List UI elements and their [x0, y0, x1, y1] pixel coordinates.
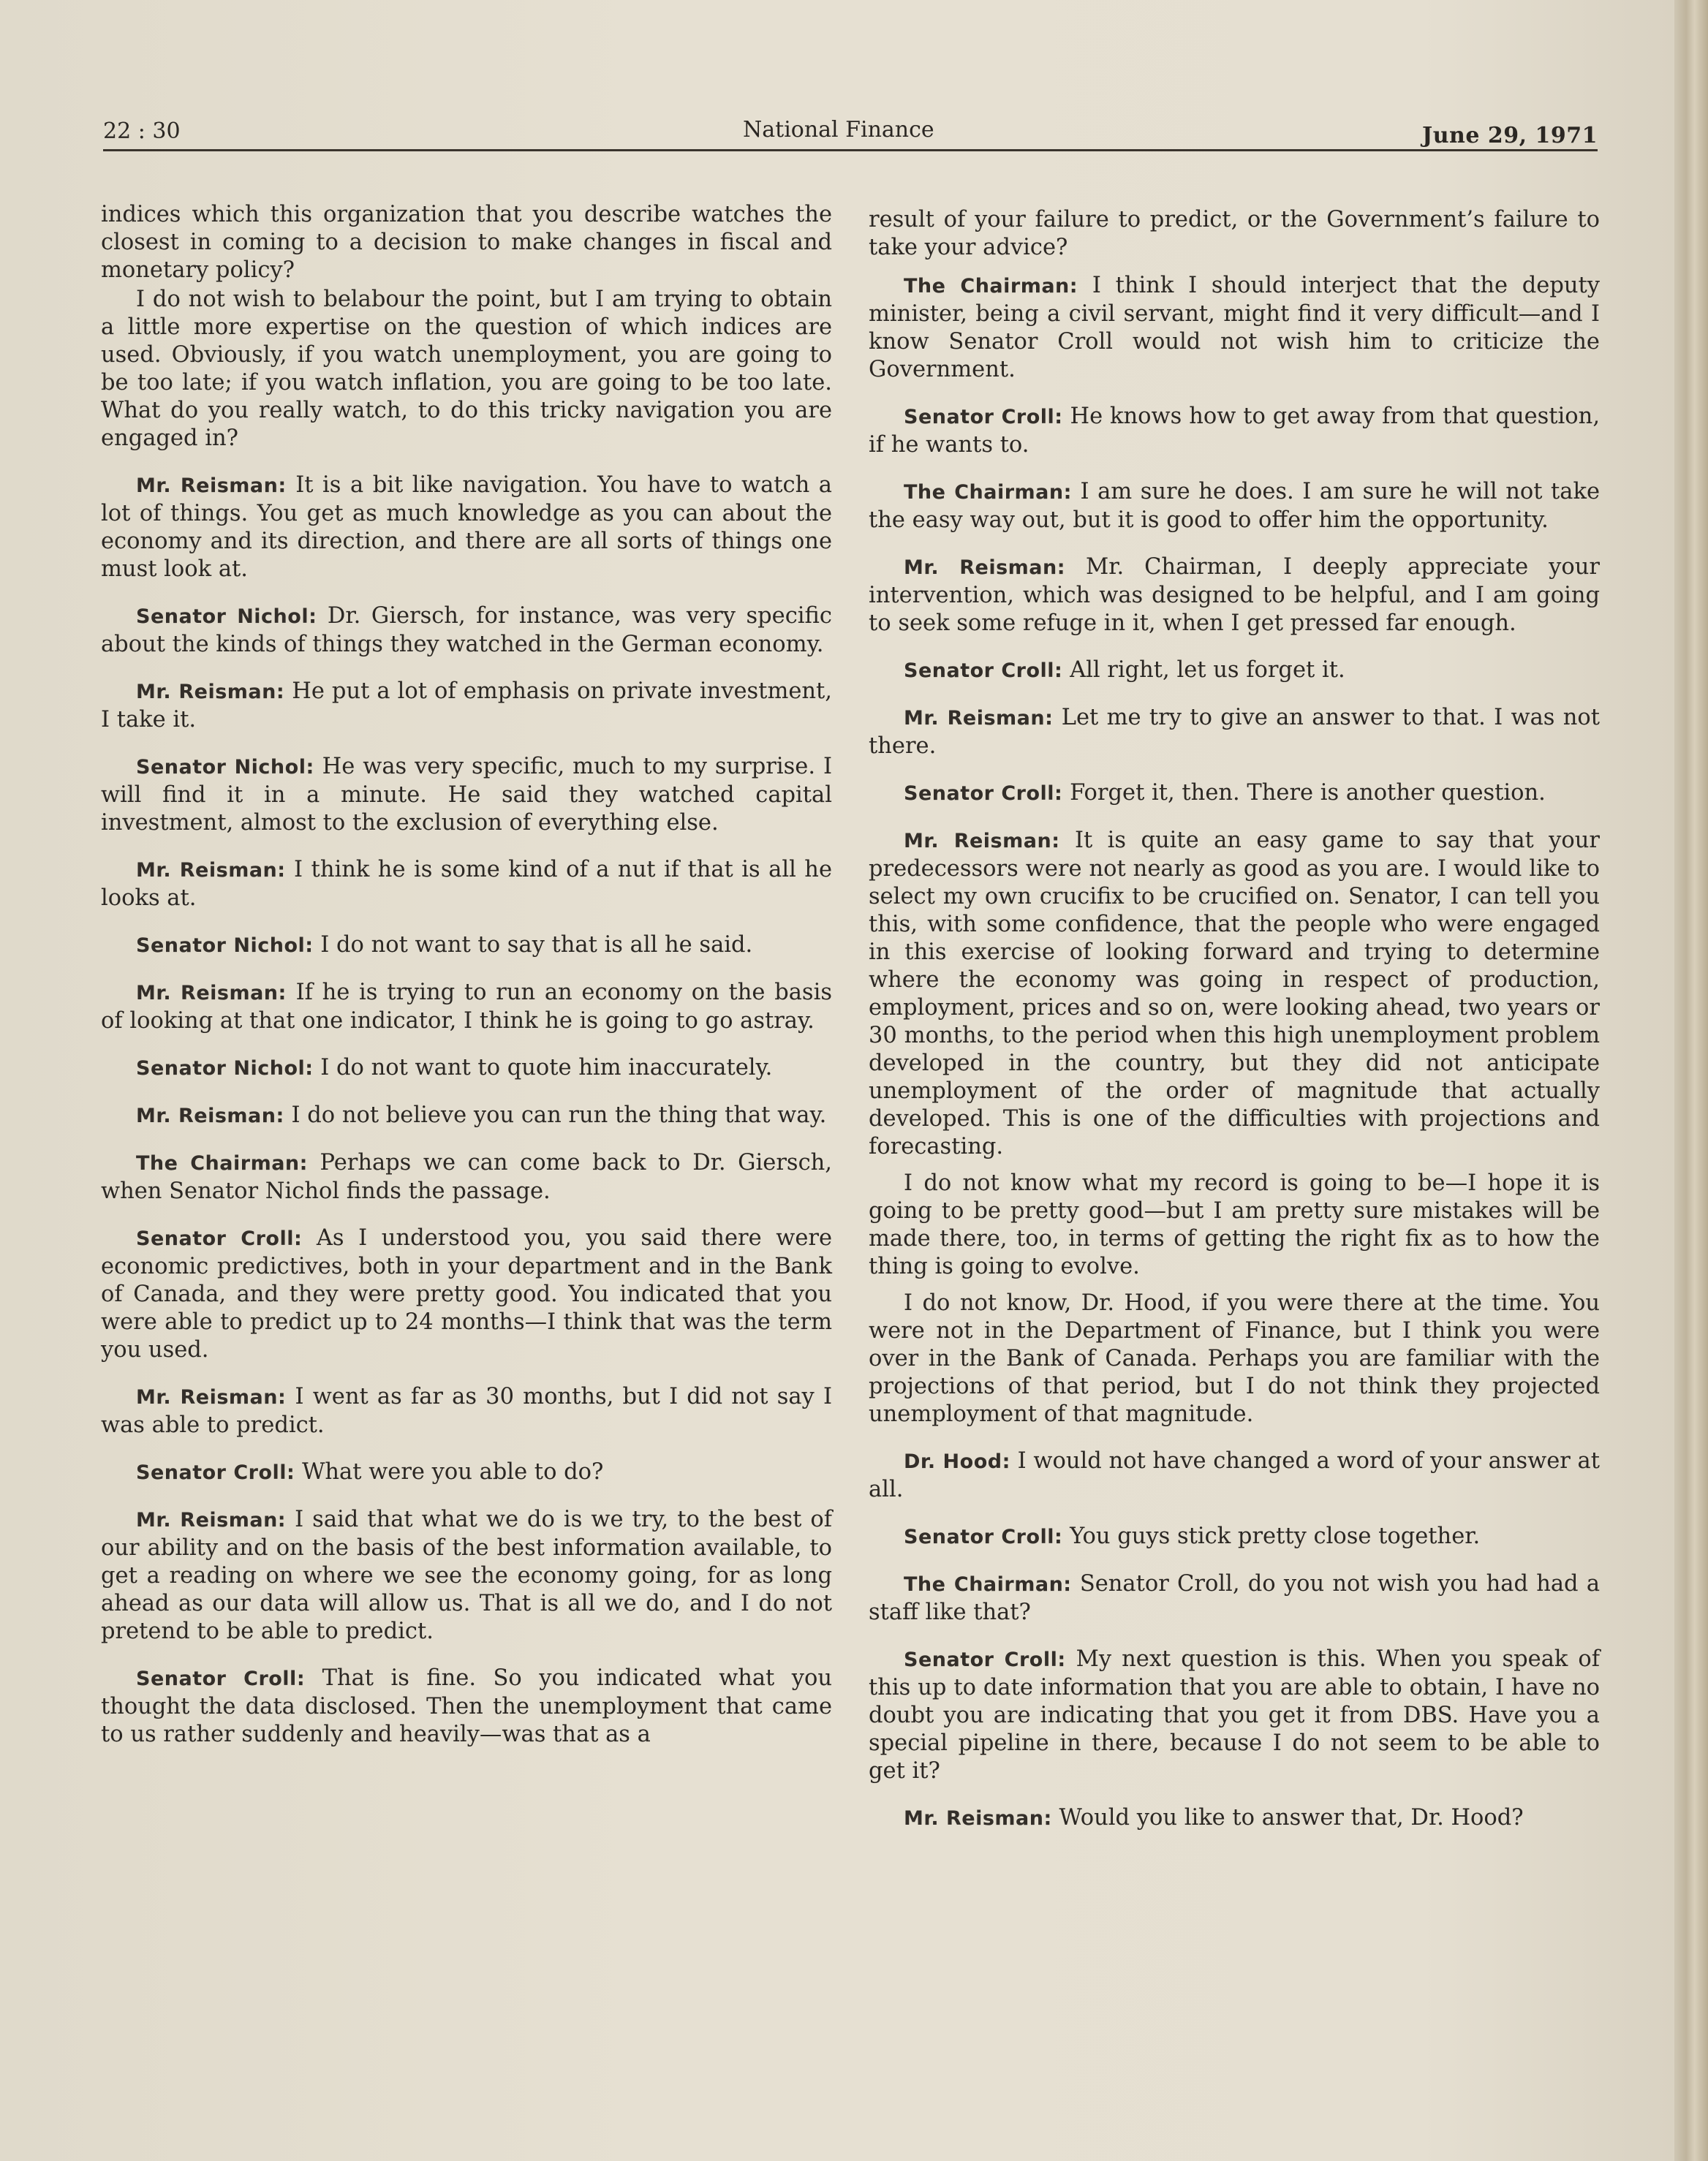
speech-text: That is fine. So you indicated what you thought the data disclosed. Then the unemployment that came to us rather suddenly and heavily—was that as a: [101, 1665, 833, 1747]
speech-paragraph: [869, 827, 1600, 1161]
speaker-name: Senator Nichol:: [136, 934, 314, 957]
paragraph-text: result of your failure to predict, or the Government’s failure to take your advice?: [869, 207, 1600, 260]
speech-text: It is quite an easy game to say that your predecessors were not nearly as good as you are. I would like to select my own crucifix to be crucified on. Senator, I can tell you this, with some confidence, that the people who were engaged in this exercise of looking forward and trying to determine where the economy was going in respect of production, employment, prices and so on, were looking ahead, two years or 30 months, to the period when this high unemployment problem developed in the country, but they did not anticipate unemployment of the order of magnitude that actually developed. This is one of the difficulties with projections and forecasting.: [869, 828, 1601, 1159]
speaker-name: Senator Croll:: [136, 1668, 306, 1690]
speaker-name: Mr. Reisman:: [904, 707, 1054, 730]
speaker-name: Mr. Reisman:: [904, 556, 1066, 579]
speaker-name: Senator Croll:: [904, 782, 1063, 805]
speech-text: Dr. Giersch, for instance, was very specific about the kinds of things they watched in the German economy.: [101, 603, 832, 657]
speaker-name: Mr. Reisman:: [136, 474, 287, 497]
paragraph-text: I do not know, Dr. Hood, if you were there at the time. You were not in the Department of Finance, but I think you were over in the Bank of Canada. Perhaps you are familiar with the projections of that period, but I do not think they projected unemployment of that magnitude.: [869, 1290, 1600, 1427]
speech-text: He put a lot of emphasis on private investment, I take it.: [101, 678, 833, 733]
speech-text: All right, let us forget it.: [1070, 657, 1345, 683]
speaker-name: Mr. Reisman:: [136, 859, 286, 882]
speech-paragraph: [869, 403, 1600, 459]
left-column: [101, 201, 832, 1768]
speech-paragraph: [101, 1506, 832, 1646]
paragraph-text: indices which this organization that you describe watches the closest in coming to a decision to make changes in fiscal and monetary policy?: [101, 202, 832, 283]
page-header: [103, 118, 1598, 148]
speech-paragraph: [101, 1054, 832, 1083]
speaker-name: Mr. Reisman:: [136, 1509, 287, 1532]
speech-text: I think he is some kind of a nut if that is all he looks at.: [101, 857, 832, 911]
speaker-name: Senator Croll:: [904, 1526, 1063, 1548]
speech-text: He knows how to get away from that question, if he wants to.: [869, 404, 1601, 458]
speech-paragraph: [101, 753, 832, 837]
paragraph: [869, 1290, 1600, 1428]
speaker-name: Mr. Reisman:: [136, 681, 285, 703]
speech-paragraph: [869, 553, 1600, 637]
speech-text: I would not have changed a word of your answer at all.: [869, 1448, 1601, 1502]
speech-paragraph: [869, 656, 1600, 685]
speech-text: Senator Croll, do you not wish you had had a staff like that?: [869, 1571, 1600, 1625]
speech-text: I said that what we do is we try, to the best of our ability and on the basis of the best information available, to get a reading on where we see the economy going, for as long ahead as our data will allow us. That is all we do, and I do not pretend to be able to predict.: [101, 1507, 832, 1644]
speaker-name: The Chairman:: [904, 275, 1078, 298]
speech-paragraph: [869, 1570, 1600, 1627]
speaker-name: Senator Nichol:: [136, 1057, 314, 1080]
speech-text: Would you like to answer that, Dr. Hood?: [1059, 1805, 1524, 1831]
speech-text: What were you able to do?: [302, 1459, 604, 1485]
paragraph-text: I do not know what my record is going to be—I hope it is going to be pretty good—but I am pretty sure mistakes will be made there, too, in terms of getting the right fix as to how the thing is going to evolve.: [869, 1170, 1600, 1279]
speech-paragraph: [869, 704, 1600, 760]
speech-text: Forget it, then. There is another question.: [1070, 780, 1546, 806]
speaker-name: Senator Croll:: [904, 1649, 1066, 1671]
speech-paragraph: [869, 779, 1600, 808]
speech-paragraph: [101, 602, 832, 659]
speaker-name: Senator Croll:: [904, 406, 1063, 428]
speech-paragraph: [101, 1458, 832, 1487]
speaker-name: The Chairman:: [136, 1152, 308, 1175]
speaker-name: Senator Croll:: [904, 659, 1063, 682]
speaker-name: Mr. Reisman:: [136, 1105, 284, 1127]
speaker-name: The Chairman:: [904, 481, 1072, 504]
speech-text: I do not want to quote him inaccurately.: [320, 1055, 773, 1080]
paragraph: [101, 286, 832, 453]
speaker-name: Mr. Reisman:: [904, 830, 1060, 852]
speech-text: You guys stick pretty close together.: [1070, 1524, 1481, 1549]
speech-text: If he is trying to run an economy on the basis of looking at that one indicator, I think he is going to go astray.: [101, 980, 832, 1034]
speech-paragraph: [869, 1646, 1600, 1785]
speech-paragraph: [101, 979, 832, 1035]
speech-paragraph: [101, 931, 832, 960]
running-title: National Finance: [743, 117, 934, 143]
speaker-name: Senator Nichol:: [136, 605, 317, 628]
speech-paragraph: [101, 472, 832, 583]
speech-text: I do not want to say that is all he said.: [320, 932, 753, 958]
speech-text: Perhaps we can come back to Dr. Giersch, when Senator Nichol finds the passage.: [101, 1150, 832, 1204]
speaker-name: Mr. Reisman:: [136, 982, 287, 1004]
speech-paragraph: [101, 1665, 832, 1749]
speech-text: As I understood you, you said there were economic predictives, both in your department and in the Bank of Canada, and they were pretty good. You indicated that you were able to predict up to 24 months—I think that was the term you used.: [101, 1225, 833, 1363]
speech-text: He was very specific, much to my surprise. I will find it in a minute. He said they watched capital investment, almost to the exclusion of everything else.: [101, 754, 832, 836]
speech-text: I went as far as 30 months, but I did not say I was able to predict.: [101, 1384, 833, 1438]
speech-paragraph: [101, 1383, 832, 1439]
paragraph: [869, 1170, 1600, 1281]
paragraph: [101, 201, 832, 284]
speech-text: It is a bit like navigation. You have to watch a lot of things. You get as much knowledge as you can about the economy and its direction, and there are all sorts of things one must look at.: [101, 472, 832, 582]
right-column: [869, 206, 1600, 1852]
speech-text: I am sure he does. I am sure he will not take the easy way out, but it is good to offer him the opportunity.: [869, 479, 1601, 533]
speaker-name: Senator Croll:: [136, 1227, 303, 1250]
paragraph: [869, 206, 1600, 262]
speaker-name: Dr. Hood:: [904, 1450, 1010, 1473]
speech-paragraph: [869, 478, 1600, 534]
speech-paragraph: [101, 1149, 832, 1206]
speech-paragraph: [869, 1447, 1600, 1504]
speech-text: My next question is this. When you speak of this up to date information that you are able to obtain, I have no doubt you are indicating that you get it from DBS. Have you a special pipeline in there, because I do not seem to be able to get it?: [869, 1646, 1601, 1784]
paragraph-text: I do not wish to belabour the point, but I am trying to obtain a little more expertise on the question of which indices are used. Obviously, if you watch unemployment, you are going to be too late; if you watch inflation, you are going to be too late. What do you really watch, to do this tricky navigation you are engaged in?: [101, 287, 832, 451]
speaker-name: Senator Croll:: [136, 1461, 295, 1484]
speech-paragraph: [869, 272, 1600, 384]
header-date: June 29, 1971: [1422, 123, 1598, 148]
book-binding-edge: [1674, 0, 1708, 2161]
speech-paragraph: [101, 1225, 832, 1364]
speech-text: I think I should interject that the deputy minister, being a civil servant, might find it very difficult—and I know Senator Croll would not wish him to criticize the Government.: [869, 273, 1600, 382]
speaker-name: Mr. Reisman:: [136, 1386, 287, 1409]
speech-paragraph: [101, 678, 832, 734]
speech-paragraph: [869, 1804, 1600, 1833]
speech-paragraph: [101, 856, 832, 912]
speech-text: Mr. Chairman, I deeply appreciate your intervention, which was designed to be helpful, and I am going to seek some refuge in it, when I get pressed far enough.: [869, 554, 1600, 636]
speech-text: I do not believe you can run the thing that way.: [291, 1102, 827, 1128]
speech-paragraph: [101, 1102, 832, 1130]
speaker-name: Senator Nichol:: [136, 756, 314, 779]
speaker-name: Mr. Reisman:: [904, 1807, 1052, 1830]
speaker-name: The Chairman:: [904, 1573, 1072, 1596]
speech-text: Let me try to give an answer to that. I was not there.: [869, 705, 1600, 759]
header-rule: [103, 149, 1598, 151]
speech-paragraph: [869, 1523, 1600, 1551]
page-number: 22 : 30: [103, 118, 181, 144]
